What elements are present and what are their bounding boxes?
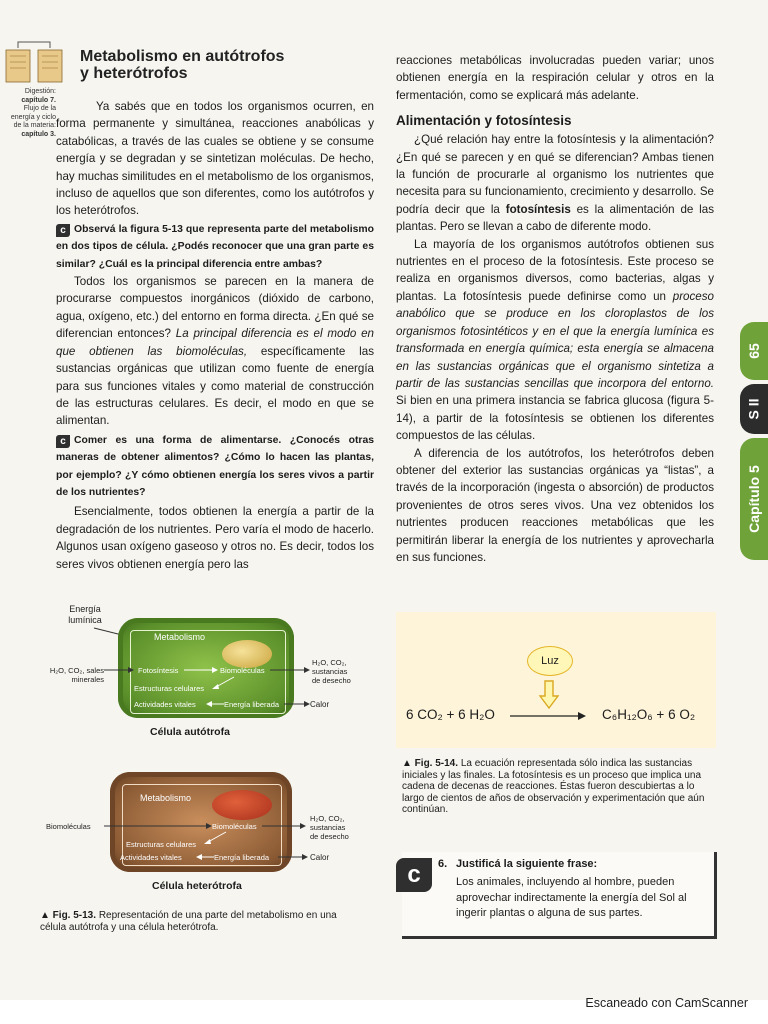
spacer <box>396 104 714 112</box>
left-arrow-icon <box>196 853 214 861</box>
right-arrow-icon <box>104 822 212 830</box>
paragraph-text: La mayoría de los organismos autótrofos obtienen sus nutrientes en el proceso de la fotosíntesis. Este proceso se realiza en organismos diversos, como bacterias, algas y plantas. La fotosíntesis puede definirse como un <box>396 237 714 303</box>
book-icon <box>4 40 66 84</box>
equation-products: C₆H₁₂O₆ + 6 O₂ <box>602 707 696 722</box>
paragraph-text: Si bien en una primera instancia se fabrica glucosa (figura 5-14), a partir de la fotosíntesis se obtienen los diferentes compuestos de las células. <box>396 394 714 443</box>
structures-label: Estructuras celulares <box>134 684 205 693</box>
right-arrow-icon <box>284 700 310 708</box>
energy-label <box>52 604 118 626</box>
page-title <box>80 48 380 82</box>
label-line: H₂O, CO₂, <box>312 658 347 667</box>
paragraph-text: ¿Qué relación hay entre la fotosíntesis y la alimentación? ¿En qué se parecen y en qué se diferencian? Ambas tienen la función de procurarle al organismo los nutrientes que necesita para su funcionamiento, crecimiento y desarrollo. Se podría decir que la <box>396 133 714 216</box>
paragraph: Esencialmente, todos obtienen la energía a partir de la degradación de los nutrientes. Pero varía el modo de hacerlo. Algunos usan oxígeno gaseoso y otros no. Es decir, todos los seres vivos obtienen energía pero las <box>56 505 374 571</box>
left-arrow-icon <box>206 700 224 708</box>
paragraph-text: específicamente las sustancias orgánicas que utilizan como fuente de energía para sus funciones vitales y como material de construcción de las estructuras celulares. Es decir, el modo en que se alimentan. <box>56 344 375 428</box>
waste-label <box>312 658 351 685</box>
tab-section <box>740 384 768 434</box>
title-line: Metabolismo en autótrofos <box>80 48 285 65</box>
left-arrow-icon <box>212 675 236 691</box>
photosynthesis-label: Fotosíntesis <box>138 666 179 675</box>
activity-icon: c <box>56 435 70 448</box>
paragraph-emphasis: proceso anabólico que se produce en los cloroplastos de los organismos fotosintéticos y en el que la energía lumínica es transformada en energía química; esta energía se almacena en las sustancias orgánicas que el organismo sintetiza a partir de las sustancias sencillas que incorpora del entorno. <box>396 289 714 390</box>
question-text: Comer es una forma de alimentarse. <box>74 434 290 446</box>
biomolecules-label: Biomoléculas <box>220 666 265 675</box>
right-arrow-icon <box>262 822 306 830</box>
label-line: H₂O, CO₂, sales <box>49 666 104 675</box>
scanner-footer: Escaneado con CamScanner <box>585 996 748 1010</box>
task-text: Los animales, incluyendo al hombre, pueden aprovechar indirectamente la energía del Sol al ingerir plantas o alguna de sus partes. <box>456 876 687 919</box>
energy-released-label: Energía liberada <box>214 853 270 862</box>
paragraph-text: es la alimentación de las plantas. Pero se llevan a cabo de diferente modo. <box>396 202 714 234</box>
caption-text: La ecuación representada sólo indica las sustancias iniciales y las finales. La fotosíntesis es un proceso que implica una cadena de decenas de reacciones. Éstas fueron descubiertas a lo largo de cientos de años de observación y experimentación que aún continúan. <box>402 758 705 815</box>
sidenote-line: energía y ciclo <box>10 113 56 121</box>
light-label: Luz <box>527 646 573 676</box>
metabolism-label: Metabolismo <box>140 793 192 803</box>
heat-label: Calor <box>310 700 330 709</box>
caption-label: ▲ Fig. 5-13. <box>40 910 97 921</box>
label-line: sustancias <box>312 667 348 676</box>
activities-label: Actividades vitales <box>120 853 182 862</box>
cell-title: Célula heterótrofa <box>152 880 242 892</box>
input-label: Biomoléculas <box>46 822 91 831</box>
figure-caption <box>40 910 340 933</box>
waste-label <box>310 814 349 841</box>
left-arrow-icon <box>204 830 228 846</box>
activities-label: Actividades vitales <box>134 700 196 709</box>
metabolism-label: Metabolismo <box>154 632 206 642</box>
sidenote-line: de la materia: <box>13 122 56 129</box>
paragraph: Ya sabés que en todos los organismos ocurren, en forma permanente y simultánea, reacciones anabólicas y catabólicas, a través de las cuales se obtiene y se consume energía y se degradan y se sintetizan moléculas. De hecho, hay muchas similitudes en el metabolismo de los organismos, incluso de aquellos que son diferentes, como los autótrofos y los heterótrofos. <box>56 100 374 218</box>
paragraph <box>56 273 374 430</box>
question-text: Observá la figura 5-13 que representa parte del metabolismo en dos tipos de célula. ¿Podés reconocer que una gran parte es similar? ¿Cuál es la principal diferencia entre ambas? <box>56 223 374 270</box>
down-arrow-icon <box>538 680 560 710</box>
right-arrow-icon <box>510 711 586 721</box>
activity-icon: c <box>56 224 70 237</box>
tab-chapter <box>740 438 768 560</box>
activity-icon: c <box>396 858 432 892</box>
structures-label: Estructuras celulares <box>126 840 197 849</box>
label-line: minerales <box>71 675 104 684</box>
sidenote <box>0 88 56 139</box>
section-heading: Alimentación y fotosíntesis <box>396 113 572 129</box>
tab-label: Capítulo 5 <box>746 465 763 533</box>
nucleus-icon <box>222 640 272 668</box>
nucleus-icon <box>212 790 272 820</box>
label-line: sustancias <box>310 823 346 832</box>
label-line: de desecho <box>310 832 349 841</box>
paragraph: A diferencia de los autótrofos, los heterótrofos deben obtener del exterior las sustancias orgánicas ya “listas”, a través de la incorporación (ingesta o absorción) de productos provenientes de otros seres vivos. Una vez obtenidos los nutrientes producen reacciones metabólicas que les permitirán liberar la energía de los nutrientes y aprovecharla en sus funciones. <box>396 446 714 564</box>
right-arrow-icon <box>278 853 308 861</box>
paragraph-emphasis: La principal diferencia es el modo en que obtienen las biomoléculas, <box>56 327 374 358</box>
left-column <box>56 98 374 573</box>
paragraph-bold: fotosíntesis <box>505 202 571 216</box>
caption-label: ▲ Fig. 5-14. <box>402 758 459 769</box>
sidenote-line: capítulo 3. <box>21 130 56 138</box>
label-line: lumínica <box>68 615 102 625</box>
tab-page-number <box>740 322 768 380</box>
paragraph: reacciones metabólicas involucradas pueden variar; unos obtienen energía en la respiración celular y otros en la fermentación, como se explicará más adelante. <box>396 54 714 102</box>
right-column <box>396 52 714 566</box>
right-arrow-icon <box>270 666 310 674</box>
sidenote-line: capítulo 7. <box>21 96 56 104</box>
question <box>56 432 374 502</box>
figure-caption <box>402 758 714 816</box>
energy-released-label: Energía liberada <box>224 700 280 709</box>
right-arrow-icon <box>184 666 218 674</box>
question <box>56 221 374 273</box>
sidenote-line: Digestión: <box>24 88 56 95</box>
caption-text: Representación de una parte del metabolismo en una célula autótrofa y una célula heterótrofa. <box>40 910 337 933</box>
label-line: Energía <box>69 604 101 614</box>
question-text: ¿Conocés otras maneras de obtener alimentos? ¿Cómo lo hacen las plantas, por ejemplo? ¿Y cómo obtienen energía los seres vivos a partir de los nutrientes? <box>56 434 375 498</box>
tab-label: S II <box>745 398 762 420</box>
label-line: H₂O, CO₂, <box>310 814 345 823</box>
inputs-label <box>16 666 104 684</box>
sidenote-line: Flujo de la <box>23 105 56 112</box>
task-number: 6. <box>438 858 448 870</box>
tab-label: 65 <box>745 343 762 359</box>
equation-reactants: 6 CO₂ + 6 H₂O <box>406 707 495 722</box>
biomolecules-label: Biomoléculas <box>212 822 257 831</box>
paragraph <box>396 131 714 235</box>
title-line: y heterótrofos <box>80 65 188 82</box>
heat-label: Calor <box>310 853 330 862</box>
task-heading: Justificá la siguiente frase: <box>456 858 598 870</box>
paragraph <box>396 236 714 445</box>
paragraph-text: Todos los organismos se parecen en la manera de procurarse compuestos inorgánicos (dióxido de carbono, agua, oxígeno, etc.) del entorno en forma directa. ¿En qué se diferencian entonces? <box>56 275 374 341</box>
cell-title: Célula autótrofa <box>150 726 230 738</box>
label-line: de desecho <box>312 676 351 685</box>
right-arrow-icon <box>104 666 134 674</box>
